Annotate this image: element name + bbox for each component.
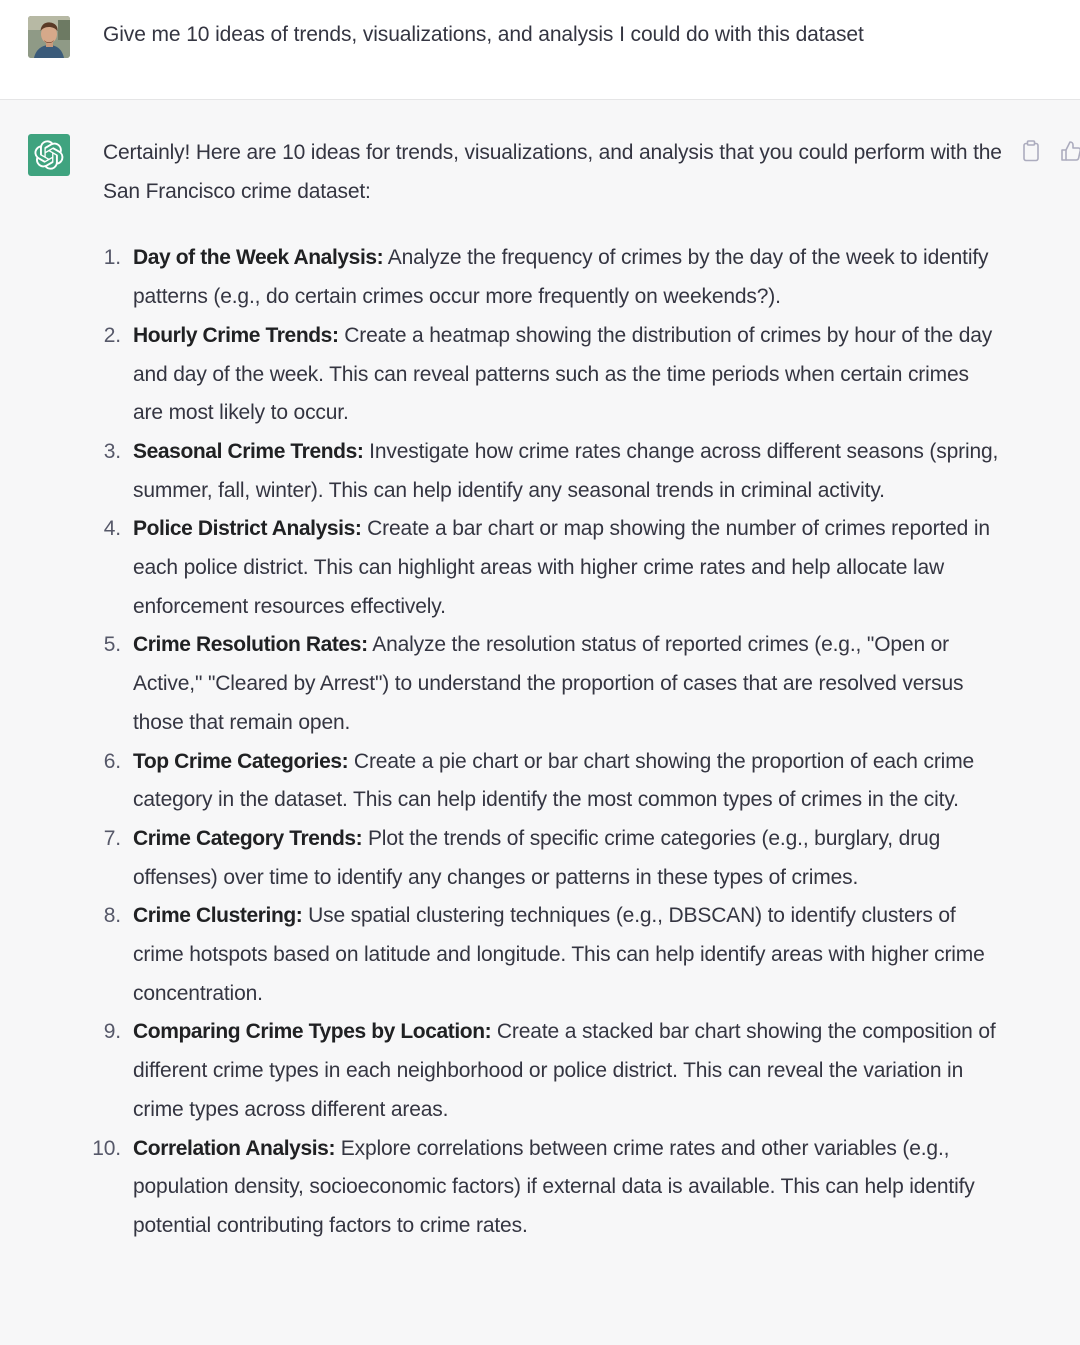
- list-item-text: Investigate how crime rates change across different seasons (spring, summer, fall, winter). This can help identify any seasonal trends in criminal activity.: [133, 439, 999, 502]
- list-item-text: Explore correlations between crime rates and other variables (e.g., population density, socioeconomic factors) if external data is available. This can help identify potential contributing factors to crime rates.: [133, 1136, 975, 1237]
- list-item-number: 9.: [103, 1020, 121, 1044]
- copy-icon: [1021, 140, 1041, 162]
- list-item-title: Crime Category Trends:: [133, 826, 363, 850]
- list-item-title: Comparing Crime Types by Location:: [133, 1020, 492, 1044]
- user-message-text: Give me 10 ideas of trends, visualizations, and analysis I could do with this dataset: [103, 23, 864, 46]
- list-item-number: 5.: [103, 633, 121, 657]
- list-item-title: Day of the Week Analysis:: [133, 246, 384, 270]
- list-item-number: 6.: [103, 749, 121, 773]
- list-item: [103, 317, 1003, 433]
- user-avatar: [28, 16, 70, 58]
- list-item-number: 2.: [103, 323, 121, 347]
- list-item-text: Analyze the frequency of crimes by the day of the week to identify patterns (e.g., do certain crimes occur more frequently on weekends?).: [133, 246, 989, 309]
- list-item-title: Police District Analysis:: [133, 517, 362, 541]
- list-item: [103, 897, 1003, 1013]
- assistant-avatar: [28, 134, 70, 176]
- list-item-text: Create a heatmap showing the distribution of crimes by hour of the day and day of the week. This can reveal patterns such as the time periods when certain crimes are most likely to occur.: [133, 323, 993, 425]
- user-message-turn: [0, 0, 1080, 100]
- assistant-message-turn: [0, 100, 1080, 1345]
- list-item-text: Plot the trends of specific crime categories (e.g., burglary, drug offenses) over time to identify any changes or patterns in these types of crimes.: [133, 826, 941, 889]
- list-item-text: Create a pie chart or bar chart showing the proportion of each crime category in the dataset. This can help identify the most common types of crimes in the city.: [133, 749, 975, 812]
- list-item: [103, 510, 1003, 626]
- list-item-number: 3.: [103, 439, 121, 463]
- list-item-number: 10.: [92, 1136, 121, 1160]
- list-item: [103, 433, 1003, 510]
- list-item-title: Seasonal Crime Trends:: [133, 439, 364, 463]
- list-item-text: Use spatial clustering techniques (e.g., DBSCAN) to identify clusters of crime hotspots based on latitude and longitude. This can help identify areas with higher crime concentration.: [133, 904, 985, 1005]
- list-item-number: 7.: [103, 826, 121, 850]
- list-item-title: Crime Resolution Rates:: [133, 633, 368, 657]
- assistant-message-content: [92, 134, 1003, 1246]
- list-item: [103, 626, 1003, 742]
- list-item: [103, 743, 1003, 820]
- list-item-title: Correlation Analysis:: [133, 1136, 336, 1160]
- list-item-title: Top Crime Categories:: [133, 749, 349, 773]
- list-item: [103, 239, 1003, 316]
- list-item-number: 8.: [103, 904, 121, 928]
- thumbs-up-icon: [1060, 140, 1080, 162]
- list-item-title: Hourly Crime Trends:: [133, 323, 339, 347]
- user-photo-avatar: [28, 16, 70, 58]
- list-item-text: Create a stacked bar chart showing the composition of different crime types in each neighborhood or police district. This can reveal the variation in crime types across different areas.: [133, 1020, 996, 1121]
- list-item: [92, 1130, 1003, 1246]
- assistant-intro: Certainly! Here are 10 ideas for trends, visualizations, and analysis that you could perform with the San Francisco crime dataset:: [103, 141, 1002, 203]
- list-item-text: Analyze the resolution status of reported crimes (e.g., "Open or Active," "Cleared by Arrest") to understand the proportion of cases that are resolved versus those that remain open.: [133, 633, 964, 734]
- list-item-number: 4.: [103, 517, 121, 541]
- openai-logo-icon: [34, 140, 64, 170]
- list-item-title: Crime Clustering:: [133, 904, 303, 928]
- ideas-list: [92, 239, 1003, 1245]
- message-actions: [1018, 138, 1080, 164]
- list-item: [103, 1013, 1003, 1129]
- list-item-number: 1.: [103, 246, 121, 270]
- thumbs-up-button[interactable]: [1058, 138, 1080, 164]
- list-item: [103, 820, 1003, 897]
- copy-button[interactable]: [1018, 138, 1044, 164]
- list-item-text: Create a bar chart or map showing the number of crimes reported in each police district. This can highlight areas with higher crime rates and help allocate law enforcement resources effectively.: [133, 517, 990, 618]
